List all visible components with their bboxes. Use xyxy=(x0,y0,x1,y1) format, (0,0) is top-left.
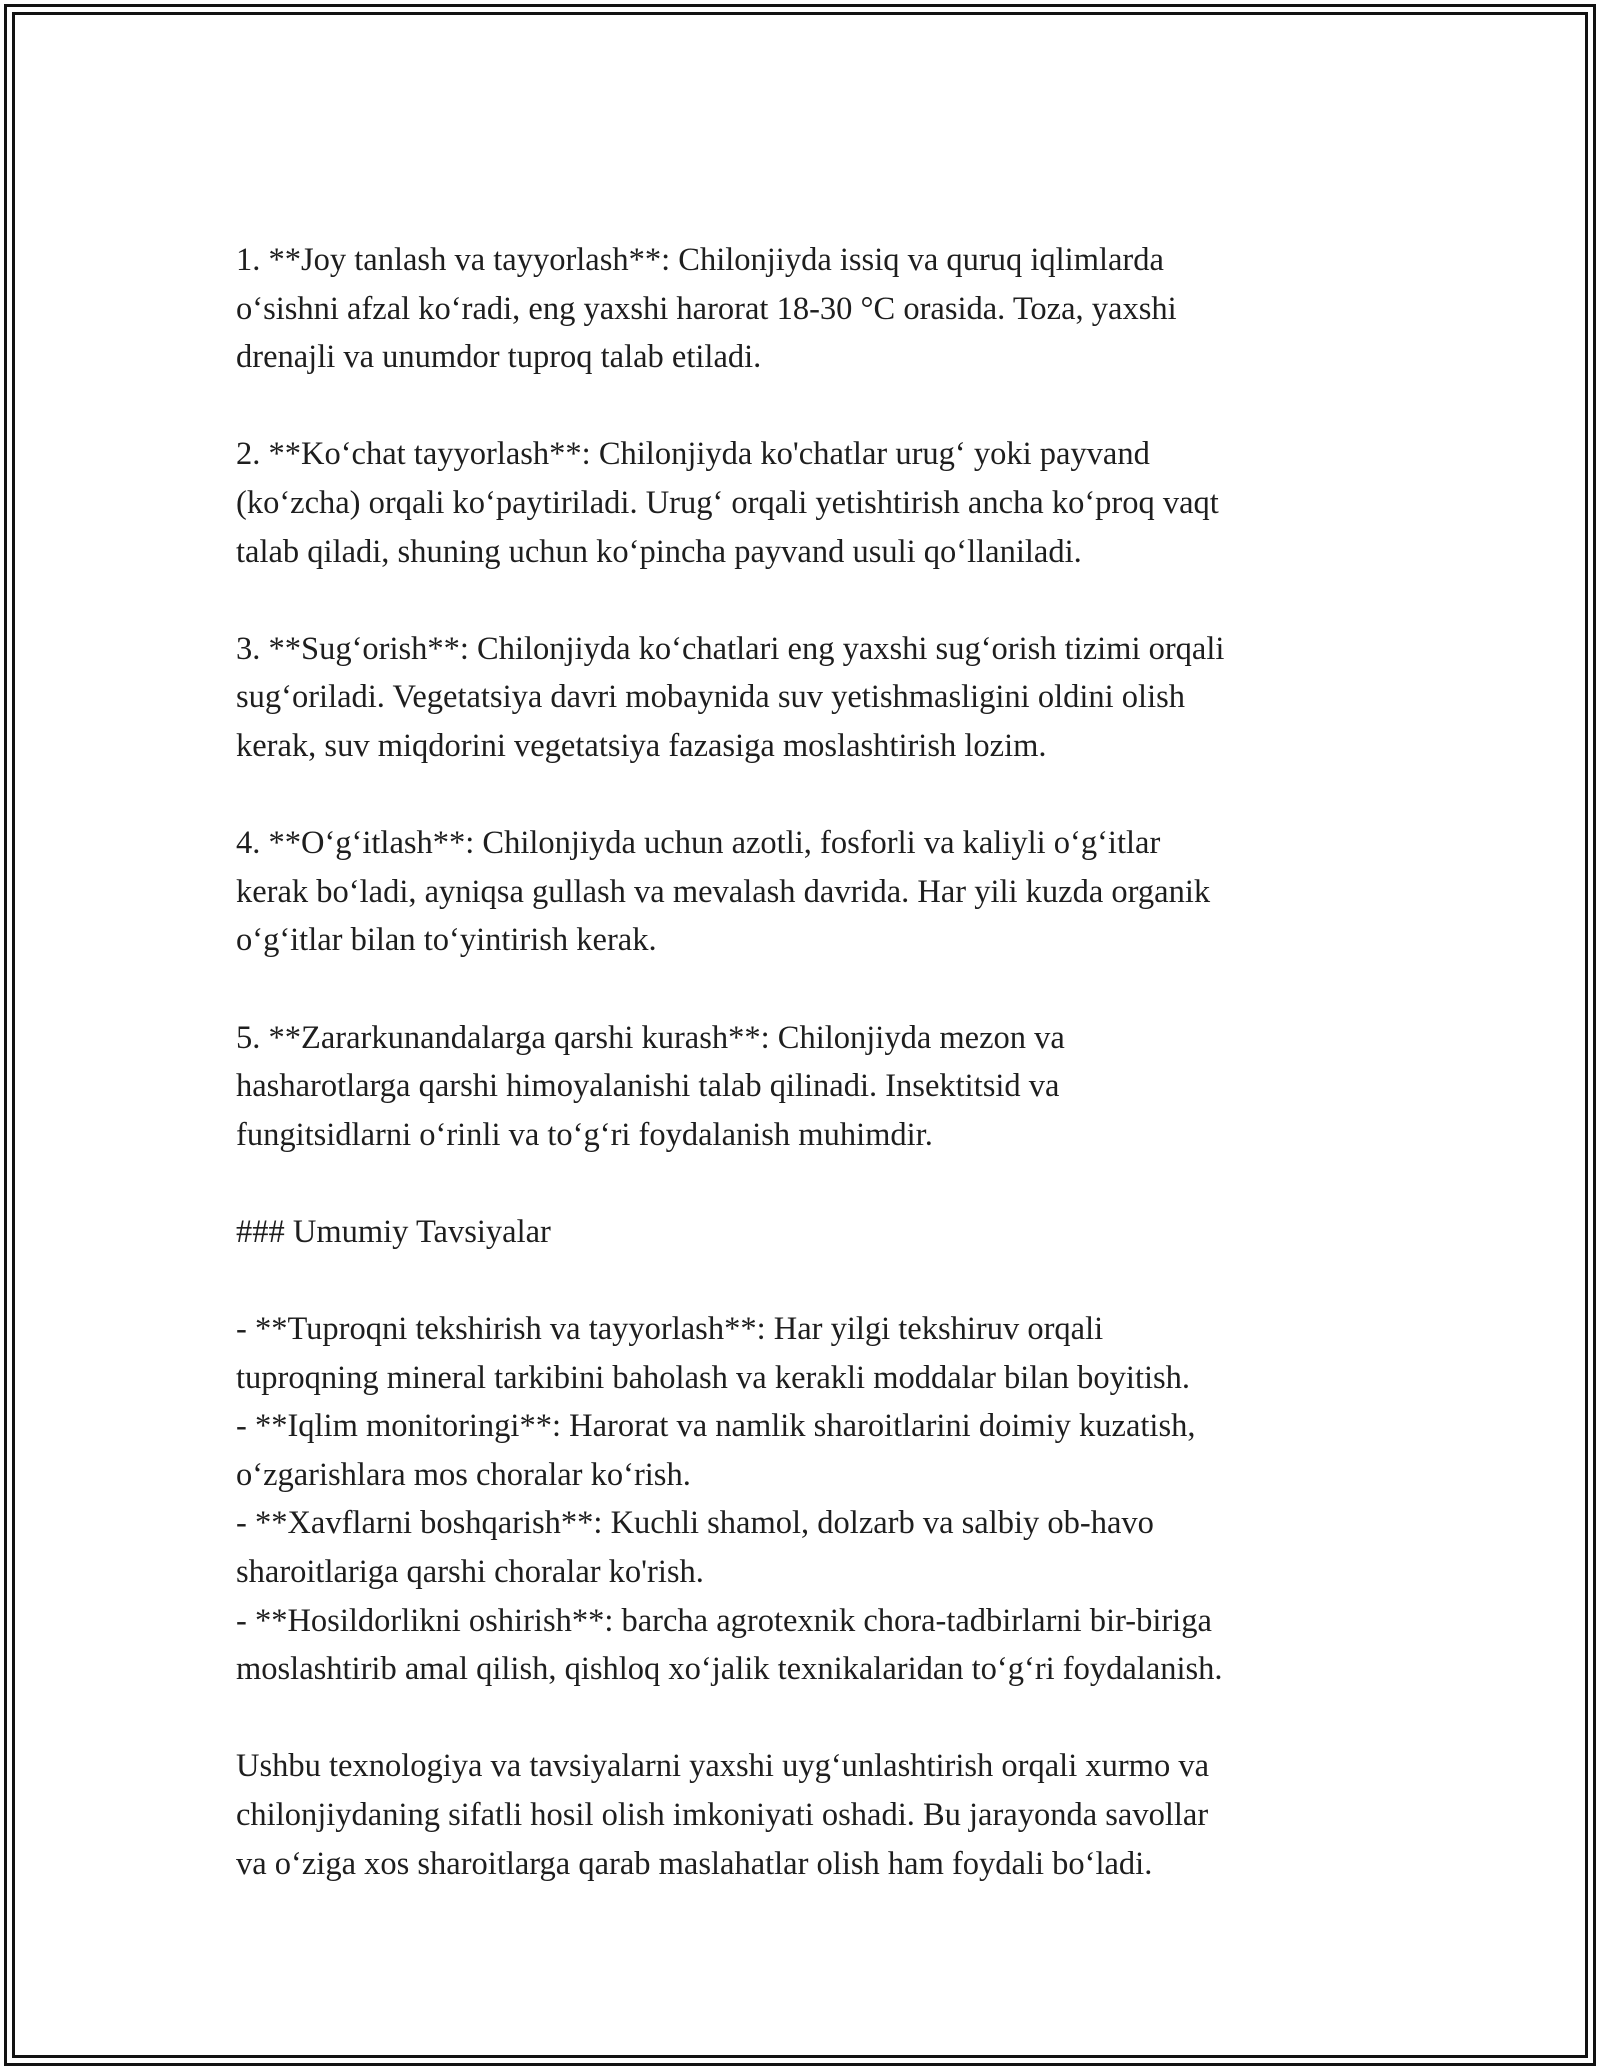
text-line: kerak, suv miqdorini vegetatsiya fazasiga moslashtirish lozim. xyxy=(236,727,1047,764)
conclusion-paragraph xyxy=(236,1742,1376,1888)
numbered-item-2 xyxy=(236,430,1376,576)
text-line: 3. **Sug‘orish**: Chilonjiyda ko‘chatlari eng yaxshi sug‘orish tizimi orqali xyxy=(236,630,1225,667)
text-line: - **Tuproqni tekshirish va tayyorlash**: Har yilgi tekshiruv orqali xyxy=(236,1311,1104,1348)
section-heading xyxy=(236,1208,1376,1257)
text-line: drenajli va unumdor tuproq talab etiladi. xyxy=(236,339,762,376)
text-line: kerak bo‘ladi, ayniqsa gullash va mevalash davrida. Har yili kuzda organik xyxy=(236,873,1211,910)
text-line: - **Xavflarni boshqarish**: Kuchli shamol, dolzarb va salbiy ob-havo xyxy=(236,1505,1154,1542)
heading-text: ### Umumiy Tavsiyalar xyxy=(236,1213,551,1250)
text-line: chilonjiydaning sifatli hosil olish imkoniyati oshadi. Bu jarayonda savollar xyxy=(236,1797,1209,1833)
text-line: Ushbu texnologiya va tavsiyalarni yaxshi uyg‘unlashtirish orqali xurmo va xyxy=(236,1748,1210,1785)
text-line: 2. **Ko‘chat tayyorlash**: Chilonjiyda ko'chatlar urug‘ yoki payvand xyxy=(236,436,1150,473)
numbered-item-1 xyxy=(236,236,1376,382)
text-line: 5. **Zararkunandalarga qarshi kurash**: Chilonjiyda mezon va xyxy=(236,1019,1065,1056)
numbered-item-3 xyxy=(236,625,1376,771)
text-line: 4. **O‘g‘itlash**: Chilonjiyda uchun azotli, fosforli va kaliyli o‘g‘itlar xyxy=(236,825,1161,862)
text-line: tuproqning mineral tarkibini baholash va kerakli moddalar bilan boyitish. xyxy=(236,1359,1191,1396)
list-item xyxy=(236,1402,1376,1499)
recommendations-list xyxy=(236,1305,1376,1694)
text-line: 1. **Joy tanlash va tayyorlash**: Chilonjiyda issiq va quruq iqlimlarda xyxy=(236,242,1164,278)
text-line: o‘g‘itlar bilan to‘yintirish kerak. xyxy=(236,922,657,959)
text-line: sharoitlariga qarshi choralar ko'rish. xyxy=(236,1554,704,1591)
text-line: o‘sishni afzal ko‘radi, eng yaxshi harorat 18-30 °C orasida. Toza, yaxshi xyxy=(236,290,1177,327)
text-line: (ko‘zcha) orqali ko‘paytiriladi. Urug‘ orqali yetishtirish ancha ko‘proq vaqt xyxy=(236,484,1219,521)
text-line: fungitsidlarni o‘rinli va to‘g‘ri foydalanish muhimdir. xyxy=(236,1116,933,1153)
text-line: va o‘ziga xos sharoitlarga qarab maslahatlar olish ham foydali bo‘ladi. xyxy=(236,1845,1153,1882)
text-line: sug‘oriladi. Vegetatsiya davri mobaynida suv yetishmasligini oldini olish xyxy=(236,679,1186,716)
text-line: talab qiladi, shuning uchun ko‘pincha payvand usuli qo‘llaniladi. xyxy=(236,533,1082,570)
text-line: - **Hosildorlikni oshirish**: barcha agrotexnik chora-tadbirlarni bir-biriga xyxy=(236,1602,1212,1639)
document-body xyxy=(236,236,1376,1937)
text-line: moslashtirib amal qilish, qishloq xo‘jalik texnikalaridan to‘g‘ri foydalanish. xyxy=(236,1651,1223,1688)
numbered-item-4 xyxy=(236,819,1376,965)
text-line: - **Iqlim monitoringi**: Harorat va namlik sharoitlarini doimiy kuzatish, xyxy=(236,1408,1196,1445)
list-item xyxy=(236,1305,1376,1402)
numbered-item-5 xyxy=(236,1014,1376,1160)
text-line: o‘zgarishlara mos choralar ko‘rish. xyxy=(236,1456,691,1493)
text-line: hasharotlarga qarshi himoyalanishi talab qilinadi. Insektitsid va xyxy=(236,1068,1060,1105)
list-item xyxy=(236,1499,1376,1596)
list-item xyxy=(236,1597,1376,1694)
